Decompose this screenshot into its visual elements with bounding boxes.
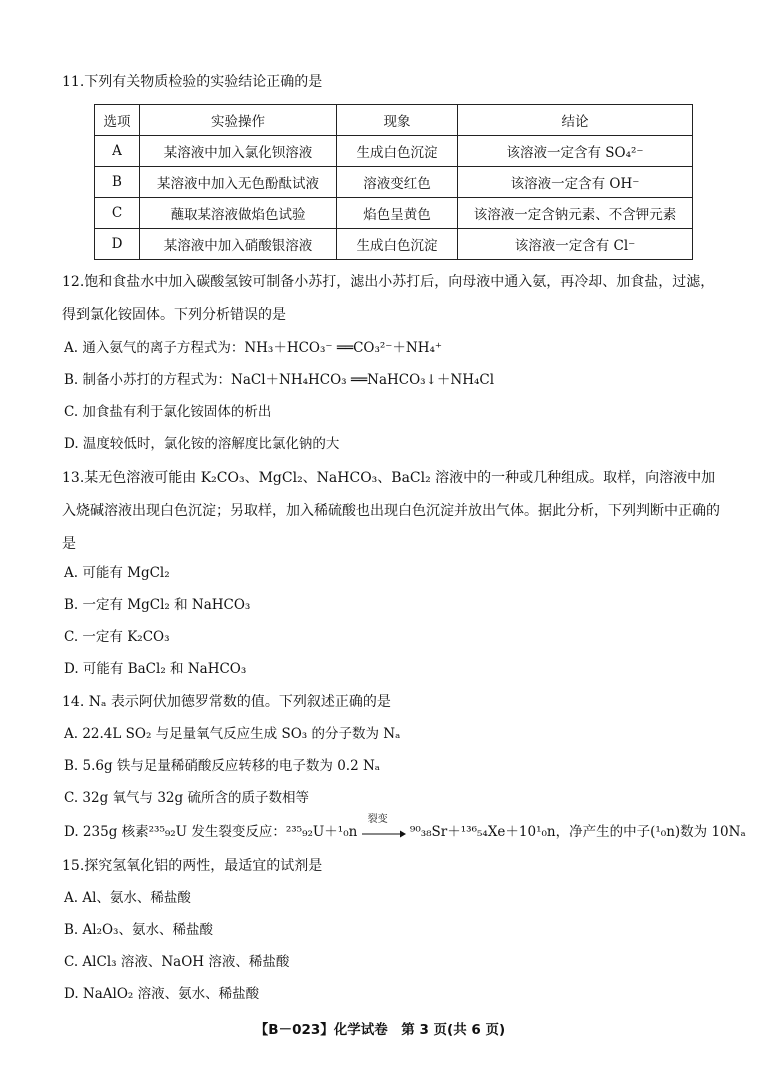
- table-cell: 该溶液一定含钠元素、不含钾元素: [458, 198, 693, 229]
- reaction-arrow-label: 裂变: [367, 813, 388, 825]
- option-d-text-start: D. 235g 核素²³⁵₉₂U 发生裂变反应：²³⁵₉₂U＋¹₀n: [64, 824, 358, 840]
- question-14-option-c: C. 32g 氧气与 32g 硫所含的质子数相等: [64, 790, 309, 806]
- arrow-icon: [362, 826, 406, 840]
- table-header-row: [95, 105, 693, 136]
- table-row: [95, 229, 693, 260]
- question-13-option-d: D. 可能有 BaCl₂ 和 NaHCO₃: [64, 661, 247, 677]
- table-row: [95, 136, 693, 167]
- question-12-option-a: A. 通入氨气的离子方程式为：NH₃＋HCO₃⁻ ══CO₃²⁻＋NH₄⁺: [64, 340, 443, 356]
- question-13-option-a: A. 可能有 MgCl₂: [64, 565, 170, 581]
- table-row: [95, 198, 693, 229]
- table-cell: 该溶液一定含有 Cl⁻: [458, 229, 693, 260]
- table-cell: 溶液变红色: [337, 167, 458, 198]
- question-12-option-c: C. 加食盐有利于氯化铵固体的析出: [64, 404, 272, 420]
- table-cell: 某溶液中加入无色酚酞试液: [140, 167, 337, 198]
- table-cell: 该溶液一定含有 SO₄²⁻: [458, 136, 693, 167]
- table-cell: B: [95, 167, 140, 198]
- table-cell: 某溶液中加入氯化钡溶液: [140, 136, 337, 167]
- question-15-option-c: C. AlCl₃ 溶液、NaOH 溶液、稀盐酸: [64, 954, 290, 970]
- question-12-option-b: B. 制备小苏打的方程式为：NaCl＋NH₄HCO₃ ══NaHCO₃↓＋NH₄Cl: [64, 372, 495, 388]
- question-11-stem: 11.下列有关物质检验的实验结论正确的是: [62, 74, 323, 90]
- question-13-stem: 13.某无色溶液可能由 K₂CO₃、MgCl₂、NaHCO₃、BaCl₂ 溶液中的一种或几种组成。取样，向溶液中加入烧碱溶液出现白色沉淀；另取样，加入稀硫酸也出现白色沉淀并放出气体。据此分析，下列判断中正确的是: [62, 470, 720, 552]
- table-header: 结论: [458, 105, 693, 136]
- question-14-option-d: [64, 813, 746, 842]
- question-11-table: [94, 104, 693, 260]
- reaction-arrow: [362, 813, 406, 840]
- table-cell: D: [95, 229, 140, 260]
- question-12-stem: 12.饱和食盐水中加入碳酸氢铵可制备小苏打，滤出小苏打后，向母液中通入氨，再冷却、加食盐，过滤，得到氯化铵固体。下列分析错误的是: [62, 274, 715, 323]
- table-cell: 生成白色沉淀: [337, 229, 458, 260]
- table-header: 现象: [337, 105, 458, 136]
- question-15-option-d: D. NaAlO₂ 溶液、氨水、稀盐酸: [64, 986, 260, 1002]
- question-15-stem: 15.探究氢氧化铝的两性，最适宜的试剂是: [62, 858, 323, 874]
- table-row: [95, 167, 693, 198]
- table-cell: 蘸取某溶液做焰色试验: [140, 198, 337, 229]
- question-13-option-b: B. 一定有 MgCl₂ 和 NaHCO₃: [64, 597, 251, 613]
- table-cell: 某溶液中加入硝酸银溶液: [140, 229, 337, 260]
- table-header: 选项: [95, 105, 140, 136]
- question-15-option-a: A. Al、氨水、稀盐酸: [64, 890, 191, 906]
- table-cell: C: [95, 198, 140, 229]
- question-14-option-b: B. 5.6g 铁与足量稀硝酸反应转移的电子数为 0.2 Nₐ: [64, 758, 380, 774]
- question-14-stem: 14. Nₐ 表示阿伏加德罗常数的值。下列叙述正确的是: [62, 694, 391, 710]
- page-footer: 【B－023】化学试卷 第 3 页(共 6 页): [254, 1022, 506, 1038]
- table-cell: A: [95, 136, 140, 167]
- question-15-option-b: B. Al₂O₃、氨水、稀盐酸: [64, 922, 213, 938]
- question-12-option-d: D. 温度较低时，氯化铵的溶解度比氯化钠的大: [64, 436, 340, 452]
- question-14-option-a: A. 22.4L SO₂ 与足量氧气反应生成 SO₃ 的分子数为 Nₐ: [64, 726, 401, 742]
- table-header: 实验操作: [140, 105, 337, 136]
- question-13-option-c: C. 一定有 K₂CO₃: [64, 629, 170, 645]
- table-cell: 焰色呈黄色: [337, 198, 458, 229]
- table-cell: 生成白色沉淀: [337, 136, 458, 167]
- option-d-text-end: ⁹⁰₃₈Sr＋¹³⁶₅₄Xe＋10¹₀n，净产生的中子(¹₀n)数为 10Nₐ: [409, 824, 746, 840]
- table-cell: 该溶液一定含有 OH⁻: [458, 167, 693, 198]
